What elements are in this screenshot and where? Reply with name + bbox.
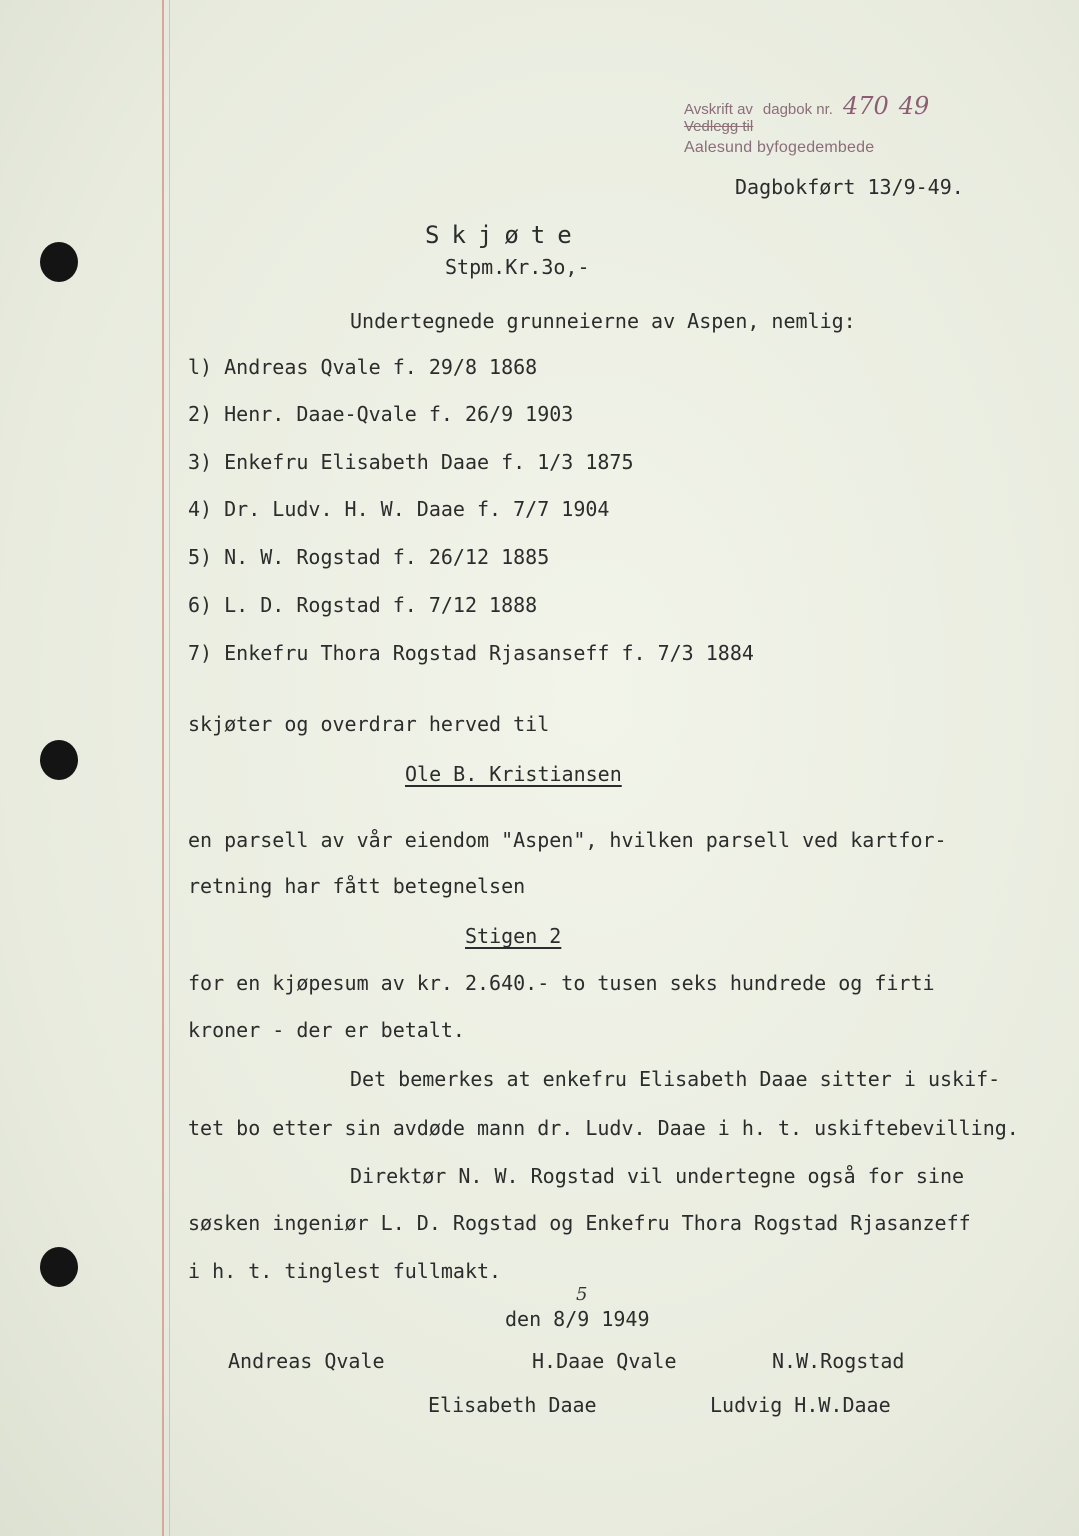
signature-name: Elisabeth Daae: [428, 1393, 597, 1417]
stamp-label-journal: dagbok nr.: [762, 101, 833, 118]
registry-stamp: [684, 92, 1004, 156]
signature-name: H.Daae Qvale: [532, 1349, 677, 1373]
parcel-name: Stigen 2: [465, 924, 562, 948]
punch-hole-middle: [40, 740, 78, 780]
body-line: en parsell av vår eiendom "Aspen", hvilken parsell ved kartfor-: [188, 828, 947, 852]
stamp-duty: Stpm.Kr.3o,-: [445, 255, 590, 279]
body-line: kroner - der er betalt.: [188, 1018, 465, 1042]
owner-line: 4) Dr. Ludv. H. W. Daae f. 7/7 1904: [188, 497, 610, 521]
margin-rule-inner: [169, 0, 170, 1536]
registration-note: Dagbokført 13/9-49.: [735, 175, 964, 199]
body-line: for en kjøpesum av kr. 2.640.- to tusen seks hundrede og firti: [188, 971, 935, 995]
body-line: Direktør N. W. Rogstad vil undertegne også for sine: [350, 1164, 965, 1188]
owner-line: 3) Enkefru Elisabeth Daae f. 1/3 1875: [188, 450, 634, 474]
owner-line: 2) Henr. Daae-Qvale f. 26/9 1903: [188, 402, 574, 426]
stamp-journal-year: 49: [898, 92, 930, 120]
stamp-office: Aalesund byfogedembede: [684, 139, 875, 156]
stamp-label-copy: Avskrift av: [684, 101, 753, 118]
intro-line: Undertegnede grunneierne av Aspen, nemlig:: [350, 309, 856, 333]
transfer-line: skjøter og overdrar herved til: [188, 712, 550, 736]
buyer-name: Ole B. Kristiansen: [405, 762, 622, 786]
signature-name: N.W.Rogstad: [772, 1349, 905, 1373]
date-correction: 5: [576, 1284, 588, 1305]
document-title: Skjøte: [425, 221, 584, 249]
body-line: retning har fått betegnelsen: [188, 874, 526, 898]
owner-line: l) Andreas Qvale f. 29/8 1868: [188, 355, 538, 379]
margin-rule: [162, 0, 164, 1536]
body-line: Det bemerkes at enkefru Elisabeth Daae sitter i uskif-: [350, 1067, 1001, 1091]
body-line: søsken ingeniør L. D. Rogstad og Enkefru Thora Rogstad Rjasanzeff: [188, 1211, 971, 1235]
stamp-journal-number: 470: [842, 92, 889, 120]
signature-name: Ludvig H.W.Daae: [710, 1393, 891, 1417]
owner-line: 6) L. D. Rogstad f. 7/12 1888: [188, 593, 538, 617]
punch-hole-top: [40, 242, 78, 282]
punch-hole-bottom: [40, 1247, 78, 1287]
body-line: tet bo etter sin avdøde mann dr. Ludv. Daae i h. t. uskiftebevilling.: [188, 1116, 1019, 1140]
signing-date: den 8/9 1949: [505, 1307, 650, 1331]
signature-name: Andreas Qvale: [228, 1349, 385, 1373]
owner-line: 7) Enkefru Thora Rogstad Rjasanseff f. 7/3 1884: [188, 641, 754, 665]
owner-line: 5) N. W. Rogstad f. 26/12 1885: [188, 545, 550, 569]
body-line: i h. t. tinglest fullmakt.: [188, 1259, 502, 1283]
stamp-label-attachment: Vedlegg til: [684, 118, 754, 135]
